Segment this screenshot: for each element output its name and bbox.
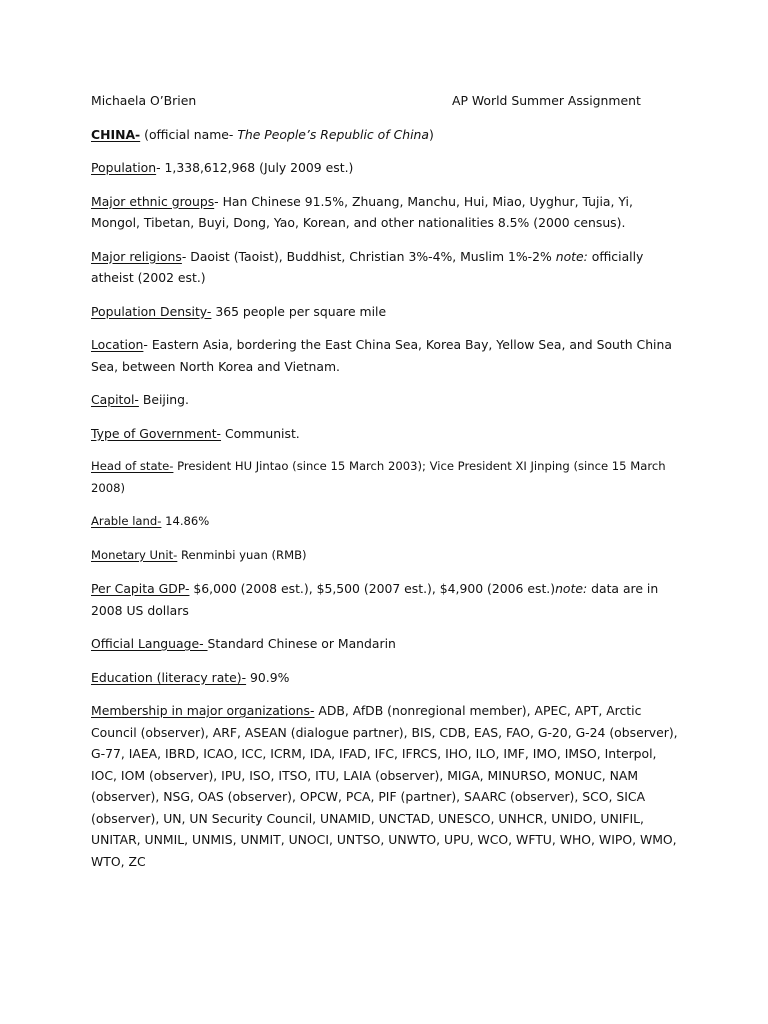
memberships-value: ADB, AfDB (nonregional member), APEC, APT, Arctic Council (observer), ARF, ASEAN (dialogue partner), BIS, CDB, EAS, FAO, G-20, G-24 (observer), G-77, IAEA, IBRD, ICAO, ICC, ICRM, IDA, IFAD, IFC, IFRCS, IHO, ILO, IMF, IMO, IMSO, Interpol, IOC, IOM (observer), IPU, ISO, ITSO, ITU, LAIA (observer), MIGA, MINURSO, MONUC, NAM (observer), NSG, OAS (observer), OPCW, PCA, PIF (partner), SAARC (observer), SCO, SICA (observer), UN, UN Security Council, UNAMID, UNCTAD, UNESCO, UNHCR, UNIDO, UNIFIL, UNITAR, UNMIL, UNMIS, UNMIT, UNOCI, UNTSO, UNWTO, UPU, WCO, WFTU, WHO, WIPO, WMO, WTO, ZC [91, 703, 678, 869]
religions-value: - Daoist (Taoist), Buddhist, Christian 3%-4%, Muslim 1%-2% [181, 248, 556, 264]
arable-land-entry [91, 511, 681, 533]
population-value: - 1,338,612,968 (July 2009 est.) [156, 160, 354, 175]
document-header [91, 90, 681, 112]
education-value: 90.9% [246, 669, 290, 685]
language-value: Standard Chinese or Mandarin [207, 636, 396, 651]
religions-entry [91, 246, 681, 289]
country-label: CHINA- [91, 126, 141, 142]
country-entry [91, 124, 681, 146]
head-of-state-label: Head of state- [91, 459, 174, 473]
ethnic-groups-value: - Han Chinese 91.5%, Zhuang, Manchu, Hui, Miao, Uyghur, Tujia, Yi, Mongol, Tibetan, Buyi, Dong, Yao, Korean, and other nationalities 8.5% (2000 census). [91, 193, 633, 230]
religions-note-label: note: [555, 248, 588, 264]
capitol-entry [91, 389, 681, 411]
gdp-label: Per Capita GDP- [91, 581, 190, 596]
head-of-state-value: President HU Jintao (since 15 March 2003); Vice President XI Jinping (since 15 March 2008) [91, 459, 666, 495]
religions-note-text: officially atheist (2002 est.) [91, 248, 644, 285]
gdp-note-text: data are in 2008 US dollars [91, 581, 659, 618]
density-label: Population Density- [91, 303, 212, 319]
official-name: The People’s Republic of China [237, 126, 429, 142]
official-name-prefix: (official name- [140, 126, 238, 142]
arable-land-label: Arable land- [91, 514, 162, 528]
density-value: 365 people per square mile [211, 303, 387, 319]
assignment-title: AP World Summer Assignment [452, 93, 641, 108]
monetary-unit-label: Monetary Unit- [91, 547, 178, 562]
ethnic-groups-label: Major ethnic groups [91, 193, 215, 209]
capitol-value: Beijing. [138, 392, 189, 407]
head-of-state-entry [91, 456, 681, 499]
location-label: Location [91, 337, 144, 352]
memberships-entry [91, 700, 681, 872]
gdp-entry [91, 578, 681, 621]
language-label: Official Language- [91, 636, 208, 651]
official-name-suffix: ) [428, 126, 434, 142]
gdp-note-label: note: [555, 581, 588, 596]
arable-land-value: 14.86% [161, 514, 210, 528]
education-label: Education (literacy rate)- [91, 669, 247, 685]
education-entry [91, 667, 681, 689]
monetary-unit-value: Renminbi yuan (RMB) [177, 547, 307, 562]
document-body [91, 90, 681, 884]
population-entry [91, 157, 681, 179]
population-label: Population [91, 160, 157, 175]
ethnic-groups-entry [91, 191, 681, 234]
government-value: Communist. [221, 425, 300, 441]
capitol-label: Capitol- [91, 392, 139, 407]
location-entry [91, 334, 681, 377]
language-entry [91, 633, 681, 655]
author-name: Michaela O’Brien [91, 93, 197, 108]
gdp-value: $6,000 (2008 est.), $5,500 (2007 est.), $4,900 (2006 est.) [189, 581, 556, 596]
density-entry [91, 301, 681, 323]
memberships-label: Membership in major organizations- [91, 703, 315, 718]
monetary-unit-entry [91, 545, 681, 567]
religions-label: Major religions [91, 248, 182, 264]
government-entry [91, 423, 681, 445]
government-label: Type of Government- [91, 425, 222, 441]
location-value: - Eastern Asia, bordering the East China Sea, Korea Bay, Yellow Sea, and South China Sea, between North Korea and Vietnam. [91, 337, 672, 374]
